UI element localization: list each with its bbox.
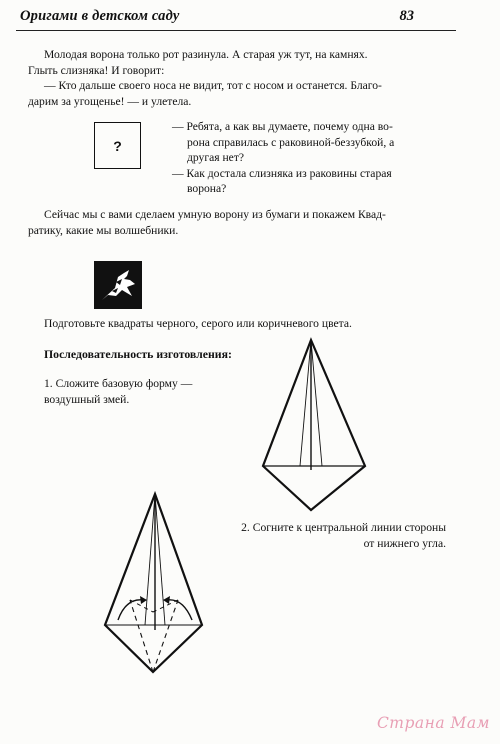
intro-line: — Кто дальше своего носа не видит, тот с носом и останется. Благо- [44,79,382,92]
page-number: 83 [399,8,414,24]
paragraph-line: ратику, какие мы волшебники. [28,223,179,237]
step-line: 2. Согните к центральной линии стороны [241,521,446,534]
question-line: рона справилась с раковиной-беззубкой, а [187,135,395,149]
step-line: воздушный змей. [44,392,130,406]
intro-line: дарим за угощенье! — и улетела. [28,94,192,108]
prepare-text: Подготовьте квадраты черного, серого или коричневого цвета. [44,317,352,330]
running-head: Оригами в детском саду [20,8,180,24]
question-line: ворона? [187,182,227,195]
intro-line: Молодая ворона только рот разинула. А старая уж тут, на камнях. [44,48,368,61]
question-line: — Как достала слизняка из раковины старая [172,166,392,180]
question-line: другая нет? [187,151,245,164]
step-line: от нижнего угла. [363,536,446,550]
question-mark-icon: ? [113,137,122,154]
paragraph-line: Сейчас мы с вами сделаем умную ворону из бумаги и покажем Квад- [44,208,386,221]
step-line: 1. Сложите базовую форму — [44,377,193,390]
sequence-title: Последовательность изготовления: [44,347,232,361]
watermark: Страна Мам [376,714,490,732]
question-line: — Ребята, а как вы думаете, почему одна во- [172,120,393,133]
intro-line: Глыть слизняка! И говорит: [28,63,165,77]
